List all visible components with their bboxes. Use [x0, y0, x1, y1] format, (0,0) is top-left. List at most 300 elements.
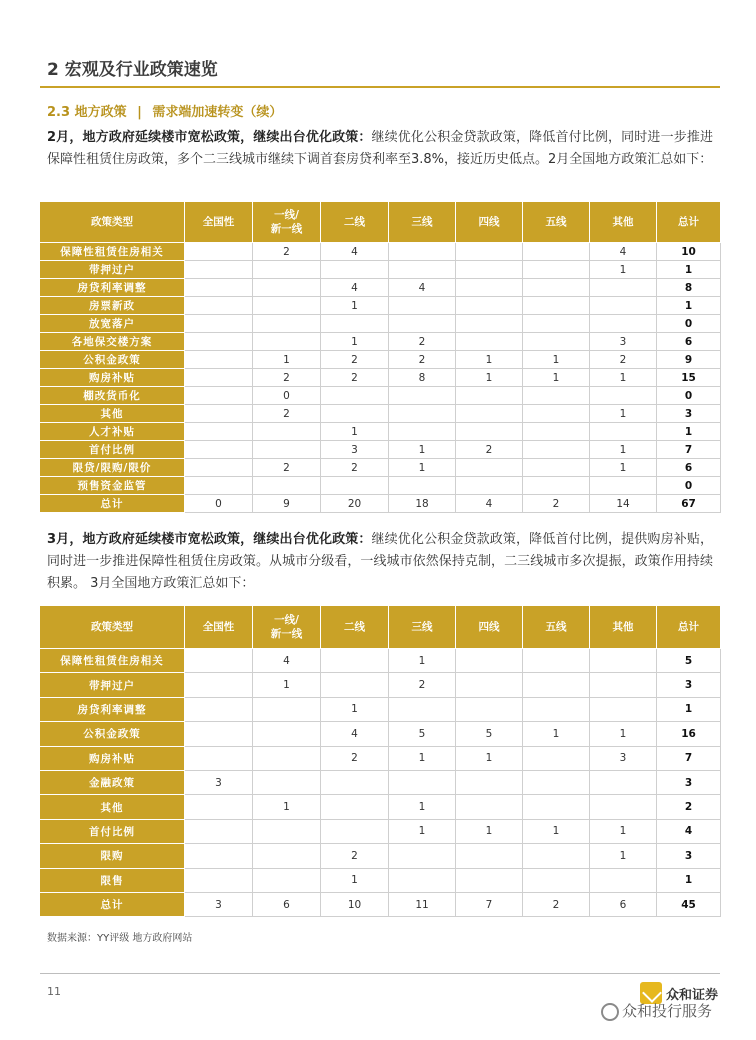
- count-cell: [456, 477, 523, 495]
- count-cell: [185, 649, 253, 673]
- policy-type-cell: 购房补贴: [40, 369, 185, 387]
- count-cell: [590, 279, 657, 297]
- count-cell: [185, 722, 253, 746]
- count-cell: [185, 315, 253, 333]
- count-cell: [456, 333, 523, 351]
- count-cell: [253, 441, 321, 459]
- total-cell: 1: [657, 261, 721, 279]
- total-cell: 8: [657, 279, 721, 297]
- count-cell: 4: [456, 495, 523, 513]
- count-cell: 1: [389, 819, 456, 843]
- count-cell: [185, 819, 253, 843]
- count-cell: 14: [590, 495, 657, 513]
- total-cell: 1: [657, 697, 721, 721]
- count-cell: 1: [253, 795, 321, 819]
- column-header: 五线: [523, 202, 590, 243]
- policy-type-cell: 公积金政策: [40, 351, 185, 369]
- policy-type-cell: 限售: [40, 868, 185, 892]
- policy-type-cell: 房贷利率调整: [40, 697, 185, 721]
- count-cell: [185, 297, 253, 315]
- count-cell: [389, 315, 456, 333]
- count-cell: [523, 868, 590, 892]
- total-cell: 7: [657, 746, 721, 770]
- total-cell: 10: [657, 243, 721, 261]
- count-cell: [253, 844, 321, 868]
- policy-type-cell: 保障性租赁住房相关: [40, 243, 185, 261]
- count-cell: 1: [590, 819, 657, 843]
- count-cell: 2: [253, 405, 321, 423]
- total-cell: 7: [657, 441, 721, 459]
- count-cell: [185, 459, 253, 477]
- total-cell: 5: [657, 649, 721, 673]
- policy-type-cell: 房贷利率调整: [40, 279, 185, 297]
- count-cell: [590, 315, 657, 333]
- count-cell: 9: [253, 495, 321, 513]
- table-row: [40, 770, 721, 794]
- count-cell: [253, 722, 321, 746]
- count-cell: [523, 315, 590, 333]
- table-row: [40, 261, 721, 279]
- total-cell: 3: [657, 405, 721, 423]
- count-cell: [456, 423, 523, 441]
- total-row: [40, 495, 721, 513]
- count-cell: [456, 459, 523, 477]
- total-row: [40, 892, 721, 916]
- count-cell: [185, 279, 253, 297]
- count-cell: [456, 405, 523, 423]
- count-cell: [253, 315, 321, 333]
- count-cell: 1: [456, 819, 523, 843]
- count-cell: 2: [389, 673, 456, 697]
- section-name: 地方政策: [74, 105, 127, 120]
- column-header: 五线: [523, 606, 590, 649]
- data-source-note: 数据来源：YY评级 地方政府网站: [47, 933, 193, 944]
- count-cell: [456, 868, 523, 892]
- count-cell: 4: [321, 722, 389, 746]
- table-row: [40, 243, 721, 261]
- count-cell: 1: [389, 459, 456, 477]
- count-cell: 1: [253, 351, 321, 369]
- count-cell: [253, 477, 321, 495]
- column-header: 四线: [456, 202, 523, 243]
- table-row: [40, 351, 721, 369]
- paragraph-lead: 2月，地方政府延续楼市宽松政策，继续出台优化政策：: [47, 130, 372, 145]
- table-row: [40, 819, 721, 843]
- total-cell: 0: [657, 315, 721, 333]
- count-cell: [389, 405, 456, 423]
- count-cell: [590, 423, 657, 441]
- total-cell: 6: [657, 459, 721, 477]
- count-cell: 1: [456, 369, 523, 387]
- count-cell: 0: [253, 387, 321, 405]
- policy-type-cell: 其他: [40, 795, 185, 819]
- count-cell: [456, 279, 523, 297]
- count-cell: [590, 868, 657, 892]
- count-cell: [253, 279, 321, 297]
- count-cell: [590, 697, 657, 721]
- count-cell: 1: [590, 369, 657, 387]
- column-header: 一线/ 新一线: [253, 202, 321, 243]
- count-cell: [321, 315, 389, 333]
- count-cell: [185, 351, 253, 369]
- count-cell: [389, 844, 456, 868]
- count-cell: [389, 868, 456, 892]
- column-header: 二线: [321, 606, 389, 649]
- count-cell: 11: [389, 892, 456, 916]
- count-cell: [523, 770, 590, 794]
- table-row: [40, 441, 721, 459]
- count-cell: [321, 673, 389, 697]
- policy-type-cell: 金融政策: [40, 770, 185, 794]
- count-cell: [321, 405, 389, 423]
- count-cell: [253, 261, 321, 279]
- count-cell: [389, 697, 456, 721]
- count-cell: 1: [456, 746, 523, 770]
- count-cell: [590, 770, 657, 794]
- count-cell: 2: [253, 369, 321, 387]
- policy-type-cell: 带押过户: [40, 261, 185, 279]
- count-cell: 5: [456, 722, 523, 746]
- count-cell: [389, 387, 456, 405]
- column-header: 全国性: [185, 202, 253, 243]
- paragraph-march: [47, 529, 713, 595]
- table-row: [40, 844, 721, 868]
- policy-type-cell: 限购: [40, 844, 185, 868]
- policy-type-cell: 房票新政: [40, 297, 185, 315]
- count-cell: 1: [389, 441, 456, 459]
- count-cell: [253, 423, 321, 441]
- count-cell: 0: [185, 495, 253, 513]
- total-cell: 3: [657, 844, 721, 868]
- count-cell: 6: [590, 892, 657, 916]
- table-row: [40, 477, 721, 495]
- count-cell: [253, 868, 321, 892]
- count-cell: [590, 387, 657, 405]
- count-cell: [389, 261, 456, 279]
- count-cell: [185, 868, 253, 892]
- count-cell: 4: [253, 649, 321, 673]
- count-cell: 4: [321, 279, 389, 297]
- count-cell: 1: [590, 441, 657, 459]
- count-cell: [456, 697, 523, 721]
- count-cell: 4: [389, 279, 456, 297]
- count-cell: [185, 261, 253, 279]
- paragraph-body: 继续优化公积金贷款政策，降低首付比例，同时进一步推进保障性租赁住房政策，多个二三线城市继续下调首套房贷利率至3.8%，接近历史低点。2月全国地方政策汇总如下：: [47, 130, 713, 167]
- count-cell: [523, 477, 590, 495]
- count-cell: 1: [523, 722, 590, 746]
- table-row: [40, 722, 721, 746]
- count-cell: 4: [590, 243, 657, 261]
- count-cell: 2: [321, 369, 389, 387]
- count-cell: 2: [321, 844, 389, 868]
- count-cell: 2: [321, 459, 389, 477]
- count-cell: 2: [590, 351, 657, 369]
- section-subtitle: 需求端加速转变（续）: [152, 105, 283, 120]
- policy-type-cell: 棚改货币化: [40, 387, 185, 405]
- count-cell: [523, 243, 590, 261]
- count-cell: 2: [456, 441, 523, 459]
- table-row: [40, 459, 721, 477]
- total-cell: 4: [657, 819, 721, 843]
- count-cell: [185, 697, 253, 721]
- count-cell: [523, 746, 590, 770]
- count-cell: [456, 795, 523, 819]
- total-cell: 1: [657, 868, 721, 892]
- count-cell: 1: [389, 649, 456, 673]
- policy-type-cell: 人才补贴: [40, 423, 185, 441]
- count-cell: [389, 770, 456, 794]
- policy-type-cell: 限贷/限购/限价: [40, 459, 185, 477]
- count-cell: [523, 844, 590, 868]
- title-divider: [40, 86, 720, 88]
- count-cell: [253, 819, 321, 843]
- table-row: [40, 315, 721, 333]
- count-cell: [185, 844, 253, 868]
- count-cell: 4: [321, 243, 389, 261]
- page-number: 11: [47, 985, 61, 998]
- count-cell: [253, 333, 321, 351]
- count-cell: [253, 297, 321, 315]
- table-row: [40, 369, 721, 387]
- total-cell: 3: [657, 770, 721, 794]
- policy-type-cell: 各地保交楼方案: [40, 333, 185, 351]
- count-cell: 1: [590, 844, 657, 868]
- column-header: 其他: [590, 202, 657, 243]
- policy-type-cell: 购房补贴: [40, 746, 185, 770]
- count-cell: [185, 243, 253, 261]
- count-cell: [321, 649, 389, 673]
- count-cell: 1: [389, 746, 456, 770]
- count-cell: [185, 387, 253, 405]
- count-cell: [185, 673, 253, 697]
- count-cell: [389, 243, 456, 261]
- count-cell: [321, 387, 389, 405]
- column-header: 四线: [456, 606, 523, 649]
- table-row: [40, 746, 721, 770]
- table-row: [40, 423, 721, 441]
- total-cell: 6: [657, 333, 721, 351]
- count-cell: [185, 405, 253, 423]
- count-cell: 3: [185, 770, 253, 794]
- count-cell: [185, 441, 253, 459]
- column-header: 政策类型: [40, 606, 185, 649]
- count-cell: 3: [185, 892, 253, 916]
- count-cell: 1: [523, 369, 590, 387]
- count-cell: [523, 697, 590, 721]
- table-header-row: [40, 202, 721, 243]
- count-cell: [590, 477, 657, 495]
- column-header: 三线: [389, 202, 456, 243]
- count-cell: [321, 795, 389, 819]
- table-row: [40, 697, 721, 721]
- table-row: [40, 649, 721, 673]
- total-cell: 9: [657, 351, 721, 369]
- count-cell: [321, 819, 389, 843]
- count-cell: [389, 297, 456, 315]
- total-cell: 0: [657, 387, 721, 405]
- count-cell: [590, 795, 657, 819]
- count-cell: 5: [389, 722, 456, 746]
- section-separator: |: [137, 105, 142, 120]
- count-cell: [456, 770, 523, 794]
- count-cell: 1: [321, 868, 389, 892]
- policy-type-cell: 放宽落户: [40, 315, 185, 333]
- watermark-text: 众和投行服务: [622, 1002, 713, 1020]
- count-cell: 2: [389, 333, 456, 351]
- count-cell: 3: [590, 333, 657, 351]
- total-cell: 2: [657, 795, 721, 819]
- wechat-icon: [601, 1003, 619, 1021]
- table-row: [40, 405, 721, 423]
- count-cell: [321, 477, 389, 495]
- count-cell: 1: [253, 673, 321, 697]
- total-cell: 15: [657, 369, 721, 387]
- count-cell: 1: [590, 722, 657, 746]
- count-cell: [456, 387, 523, 405]
- count-cell: 2: [253, 459, 321, 477]
- column-header: 总计: [657, 202, 721, 243]
- count-cell: [456, 649, 523, 673]
- policy-type-cell: 保障性租赁住房相关: [40, 649, 185, 673]
- paragraph-body: 继续优化公积金贷款政策，降低首付比例，提供购房补贴，同时进一步推进保障性租赁住房政策。从城市分级看，一线城市依然保持克制，二三线城市多次提振，政策作用持续积累。 3月全国地方政策汇总如下：: [47, 532, 713, 591]
- count-cell: [523, 441, 590, 459]
- count-cell: [185, 746, 253, 770]
- total-cell: 1: [657, 423, 721, 441]
- count-cell: 6: [253, 892, 321, 916]
- total-cell: 1: [657, 297, 721, 315]
- count-cell: [389, 477, 456, 495]
- policy-type-cell: 带押过户: [40, 673, 185, 697]
- count-cell: [590, 297, 657, 315]
- count-cell: [456, 844, 523, 868]
- count-cell: [523, 333, 590, 351]
- table-row: [40, 279, 721, 297]
- count-cell: [185, 795, 253, 819]
- count-cell: [523, 649, 590, 673]
- count-cell: 2: [321, 351, 389, 369]
- table-row: [40, 333, 721, 351]
- count-cell: [456, 243, 523, 261]
- count-cell: [523, 423, 590, 441]
- count-cell: [590, 649, 657, 673]
- table-row: [40, 387, 721, 405]
- count-cell: 1: [590, 459, 657, 477]
- section-number: 2.3: [47, 105, 71, 120]
- count-cell: 2: [523, 495, 590, 513]
- total-cell: 67: [657, 495, 721, 513]
- logo-text: 众和证券: [666, 988, 719, 1003]
- count-cell: 7: [456, 892, 523, 916]
- count-cell: 1: [321, 423, 389, 441]
- count-cell: [253, 746, 321, 770]
- page-title: 2 宏观及行业政策速览: [47, 60, 218, 80]
- table-header-row: [40, 606, 721, 649]
- column-header: 全国性: [185, 606, 253, 649]
- policy-type-cell: 首付比例: [40, 819, 185, 843]
- count-cell: [523, 279, 590, 297]
- count-cell: 2: [253, 243, 321, 261]
- policy-table-march: [39, 605, 721, 917]
- count-cell: [523, 405, 590, 423]
- count-cell: [185, 369, 253, 387]
- count-cell: [456, 673, 523, 697]
- total-cell: 0: [657, 477, 721, 495]
- count-cell: [523, 297, 590, 315]
- total-cell: 16: [657, 722, 721, 746]
- count-cell: [523, 459, 590, 477]
- column-header: 三线: [389, 606, 456, 649]
- count-cell: [456, 315, 523, 333]
- policy-type-cell: 总计: [40, 495, 185, 513]
- total-cell: 45: [657, 892, 721, 916]
- count-cell: [523, 795, 590, 819]
- count-cell: 1: [389, 795, 456, 819]
- count-cell: 1: [590, 261, 657, 279]
- count-cell: [185, 423, 253, 441]
- count-cell: [185, 477, 253, 495]
- count-cell: 1: [523, 819, 590, 843]
- count-cell: 1: [523, 351, 590, 369]
- table-row: [40, 673, 721, 697]
- count-cell: [185, 333, 253, 351]
- policy-type-cell: 总计: [40, 892, 185, 916]
- count-cell: [321, 770, 389, 794]
- column-header: 政策类型: [40, 202, 185, 243]
- count-cell: [523, 387, 590, 405]
- count-cell: 2: [523, 892, 590, 916]
- count-cell: [321, 261, 389, 279]
- count-cell: 8: [389, 369, 456, 387]
- policy-type-cell: 首付比例: [40, 441, 185, 459]
- count-cell: 2: [389, 351, 456, 369]
- total-cell: 3: [657, 673, 721, 697]
- count-cell: [523, 261, 590, 279]
- count-cell: 1: [321, 333, 389, 351]
- count-cell: 2: [321, 746, 389, 770]
- column-header: 其他: [590, 606, 657, 649]
- count-cell: [456, 261, 523, 279]
- column-header: 总计: [657, 606, 721, 649]
- policy-table-february: [39, 201, 721, 513]
- count-cell: [523, 673, 590, 697]
- count-cell: 1: [321, 697, 389, 721]
- column-header: 二线: [321, 202, 389, 243]
- table-row: [40, 795, 721, 819]
- policy-type-cell: 公积金政策: [40, 722, 185, 746]
- policy-type-cell: 其他: [40, 405, 185, 423]
- count-cell: 3: [321, 441, 389, 459]
- paragraph-february: [47, 127, 713, 171]
- footer-divider: [40, 973, 720, 974]
- table-row: [40, 868, 721, 892]
- count-cell: 1: [321, 297, 389, 315]
- column-header: 一线/ 新一线: [253, 606, 321, 649]
- count-cell: 18: [389, 495, 456, 513]
- count-cell: [253, 697, 321, 721]
- count-cell: 10: [321, 892, 389, 916]
- policy-type-cell: 预售资金监管: [40, 477, 185, 495]
- paragraph-lead: 3月，地方政府延续楼市宽松政策，继续出台优化政策：: [47, 532, 372, 547]
- count-cell: 20: [321, 495, 389, 513]
- count-cell: 3: [590, 746, 657, 770]
- table-row: [40, 297, 721, 315]
- count-cell: 1: [590, 405, 657, 423]
- count-cell: 1: [456, 351, 523, 369]
- count-cell: [253, 770, 321, 794]
- count-cell: [389, 423, 456, 441]
- count-cell: [590, 673, 657, 697]
- section-heading: [47, 101, 282, 120]
